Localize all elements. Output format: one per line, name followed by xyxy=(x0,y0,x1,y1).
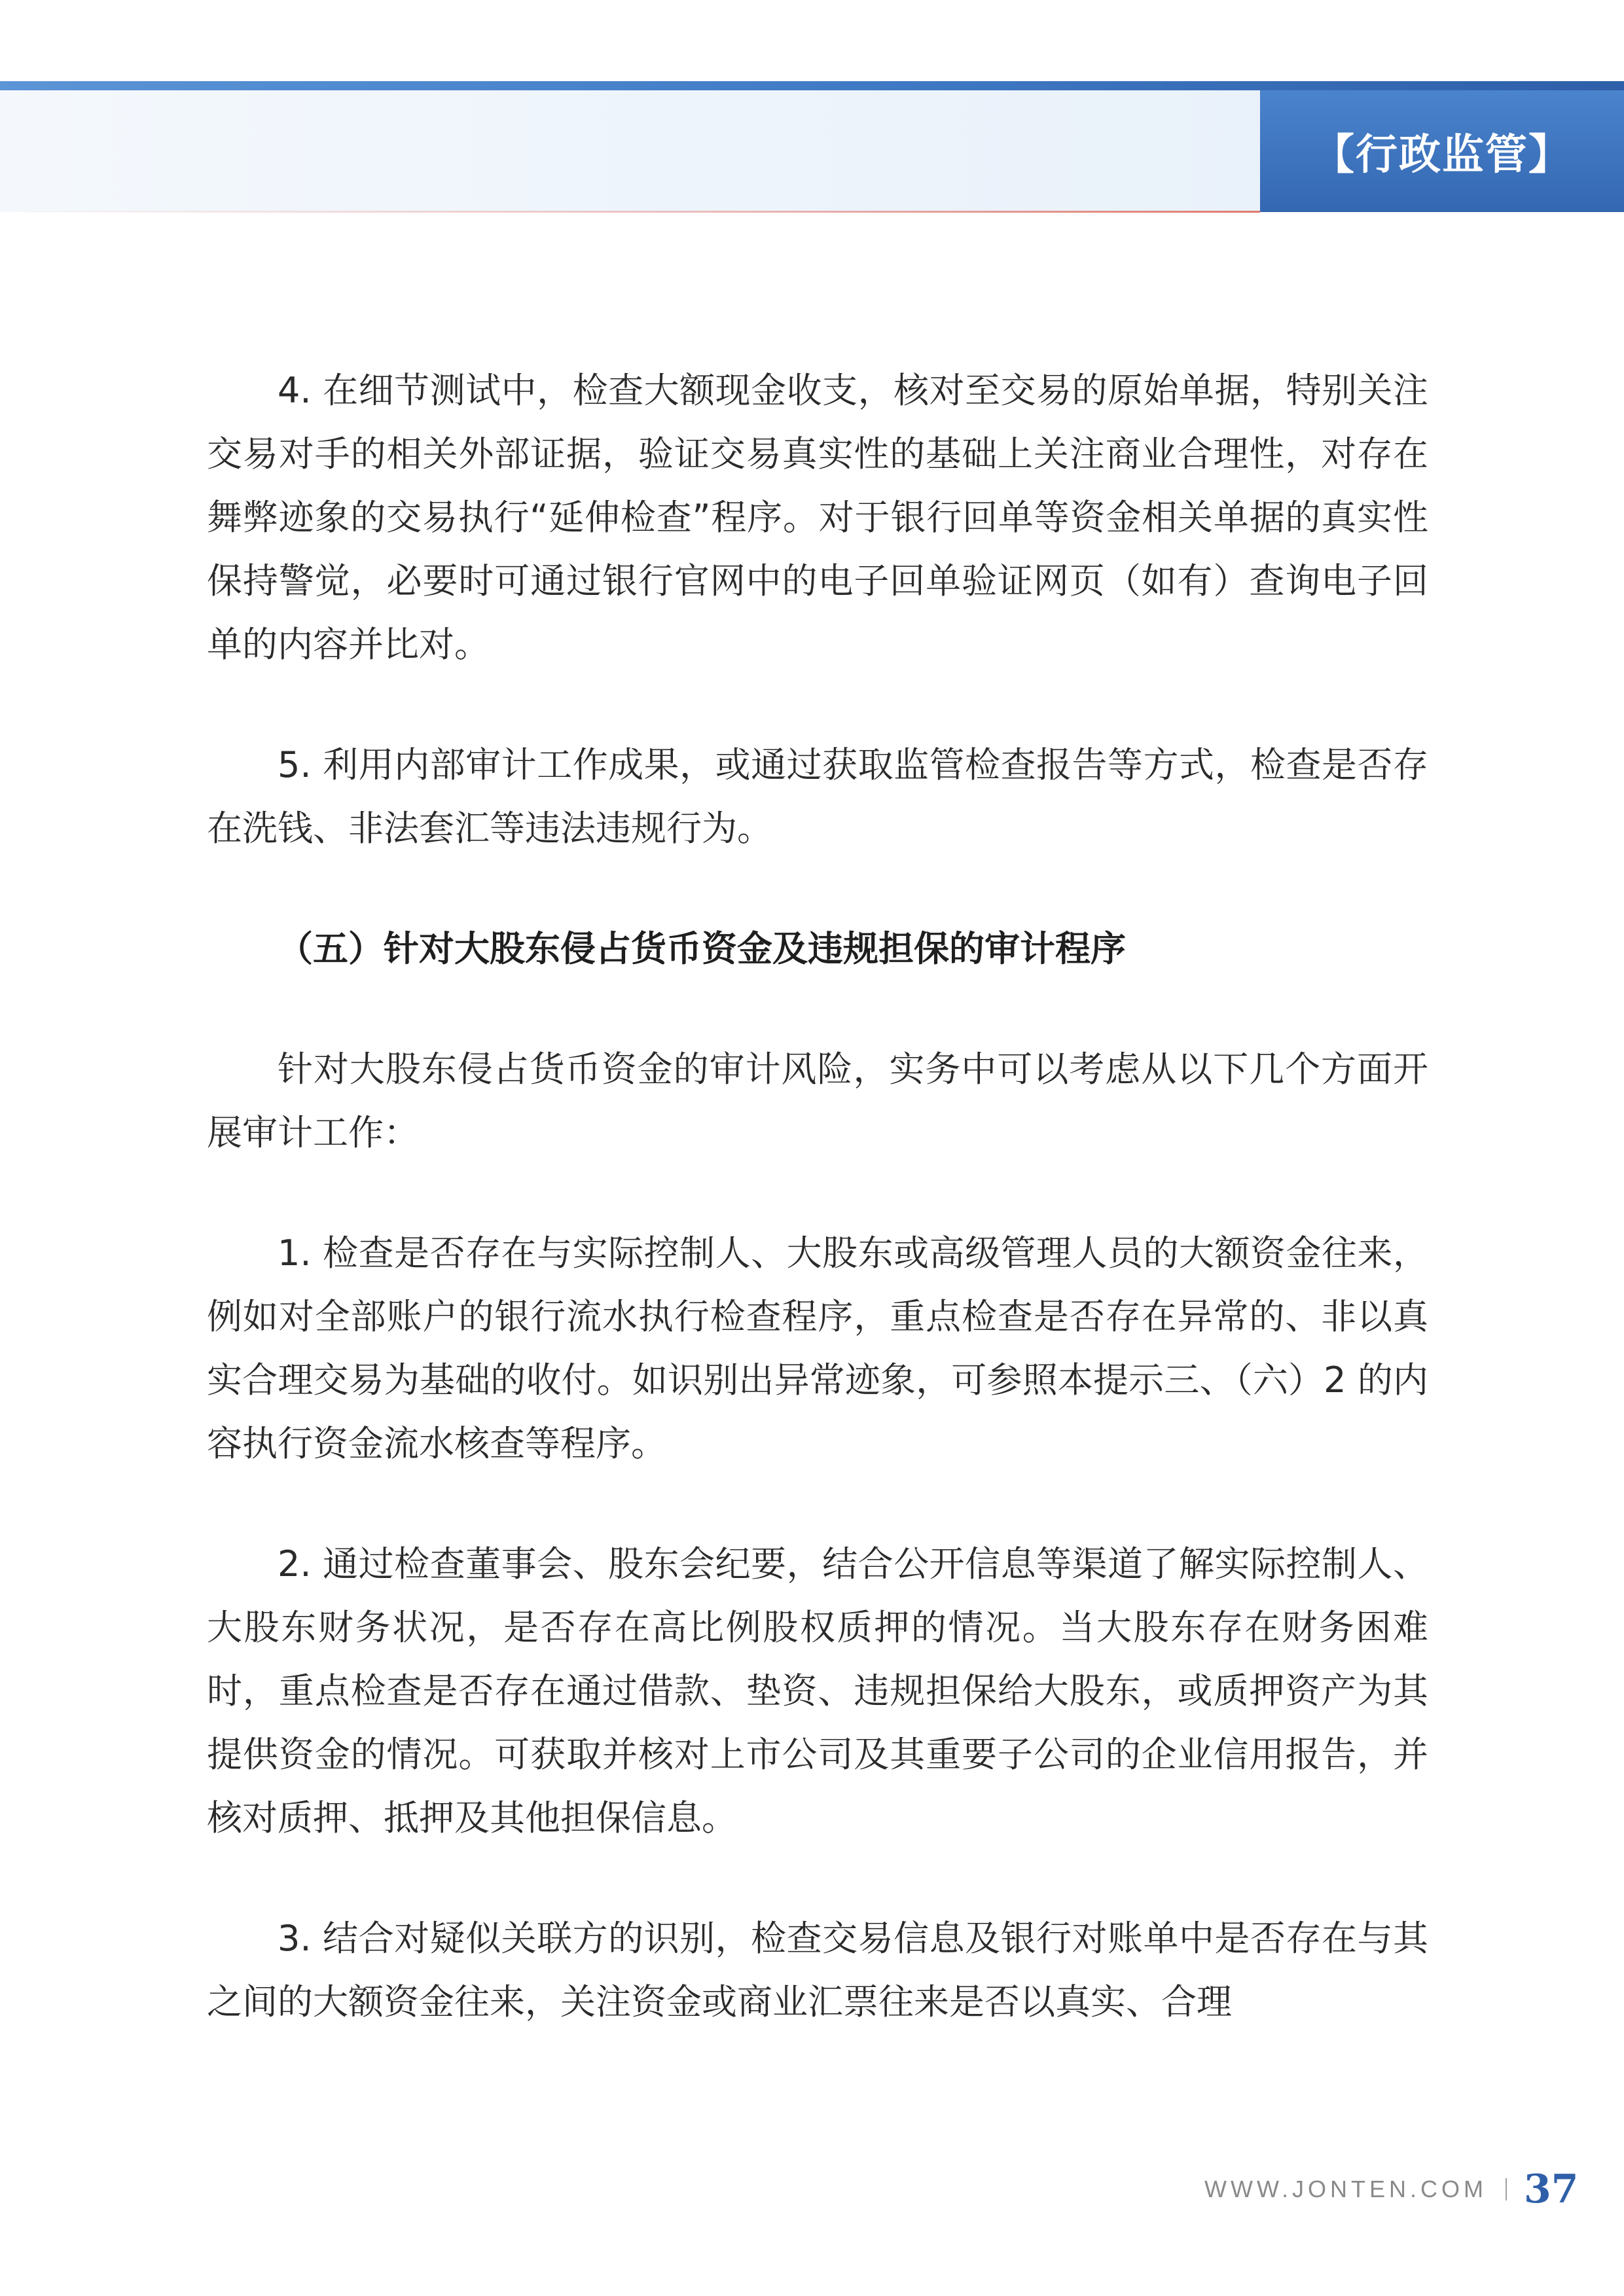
header-accent-line xyxy=(0,211,1260,213)
page-number: 37 xyxy=(1523,2166,1579,2212)
page-footer xyxy=(1204,2163,1578,2215)
paragraph-item-5: 5. 利用内部审计工作成果，或通过获取监管检查报告等方式，检查是否存在洗钱、非法套汇等违法违规行为。 xyxy=(207,744,1428,849)
paragraph-item-4: 4. 在细节测试中，检查大额现金收支，核对至交易的原始单据，特别关注交易对手的相关外部证据，验证交易真实性的基础上关注商业合理性，对存在舞弊迹象的交易执行“延伸检查”程序。对于银行回单等资金相关单据的真实性保持警觉，必要时可通过银行官网中的电子回单验证网页（如有）查询电子回单的内容并比对。 xyxy=(207,370,1428,665)
paragraph-intro: 针对大股东侵占货币资金的审计风险，实务中可以考虑从以下几个方面开展审计工作： xyxy=(207,1049,1428,1153)
paragraph-item-2: 2. 通过检查董事会、股东会纪要，结合公开信息等渠道了解实际控制人、大股东财务状况，是否存在高比例股权质押的情况。当大股东存在财务困难时，重点检查是否存在通过借款、垫资、违规担保给大股东，或质押资产为其提供资金的情况。可获取并核对上市公司及其重要子公司的企业信用报告，并核对质押、抵押及其他担保信息。 xyxy=(207,1543,1428,1839)
footer-divider xyxy=(1506,2178,1507,2200)
header-top-rule xyxy=(0,81,1624,90)
section-tag: 【行政监管】 xyxy=(1260,90,1624,212)
paragraph-item-3: 3. 结合对疑似关联方的识别，检查交易信息及银行对账单中是否存在与其之间的大额资金往来，关注资金或商业汇票往来是否以真实、合理 xyxy=(207,1918,1428,2022)
section-heading: （五）针对大股东侵占货币资金及违规担保的审计程序 xyxy=(278,928,1126,969)
page-body xyxy=(207,359,1428,2090)
paragraph-item-1: 1. 检查是否存在与实际控制人、大股东或高级管理人员的大额资金往来，例如对全部账户的银行流水执行检查程序，重点检查是否存在异常的、非以真实合理交易为基础的收付。如识别出异常迹象，可参照本提示三、（六）2 的内容执行资金流水核查等程序。 xyxy=(207,1232,1428,1464)
website-url: WWW.JONTEN.COM xyxy=(1204,2176,1487,2202)
header-band xyxy=(0,90,1260,212)
